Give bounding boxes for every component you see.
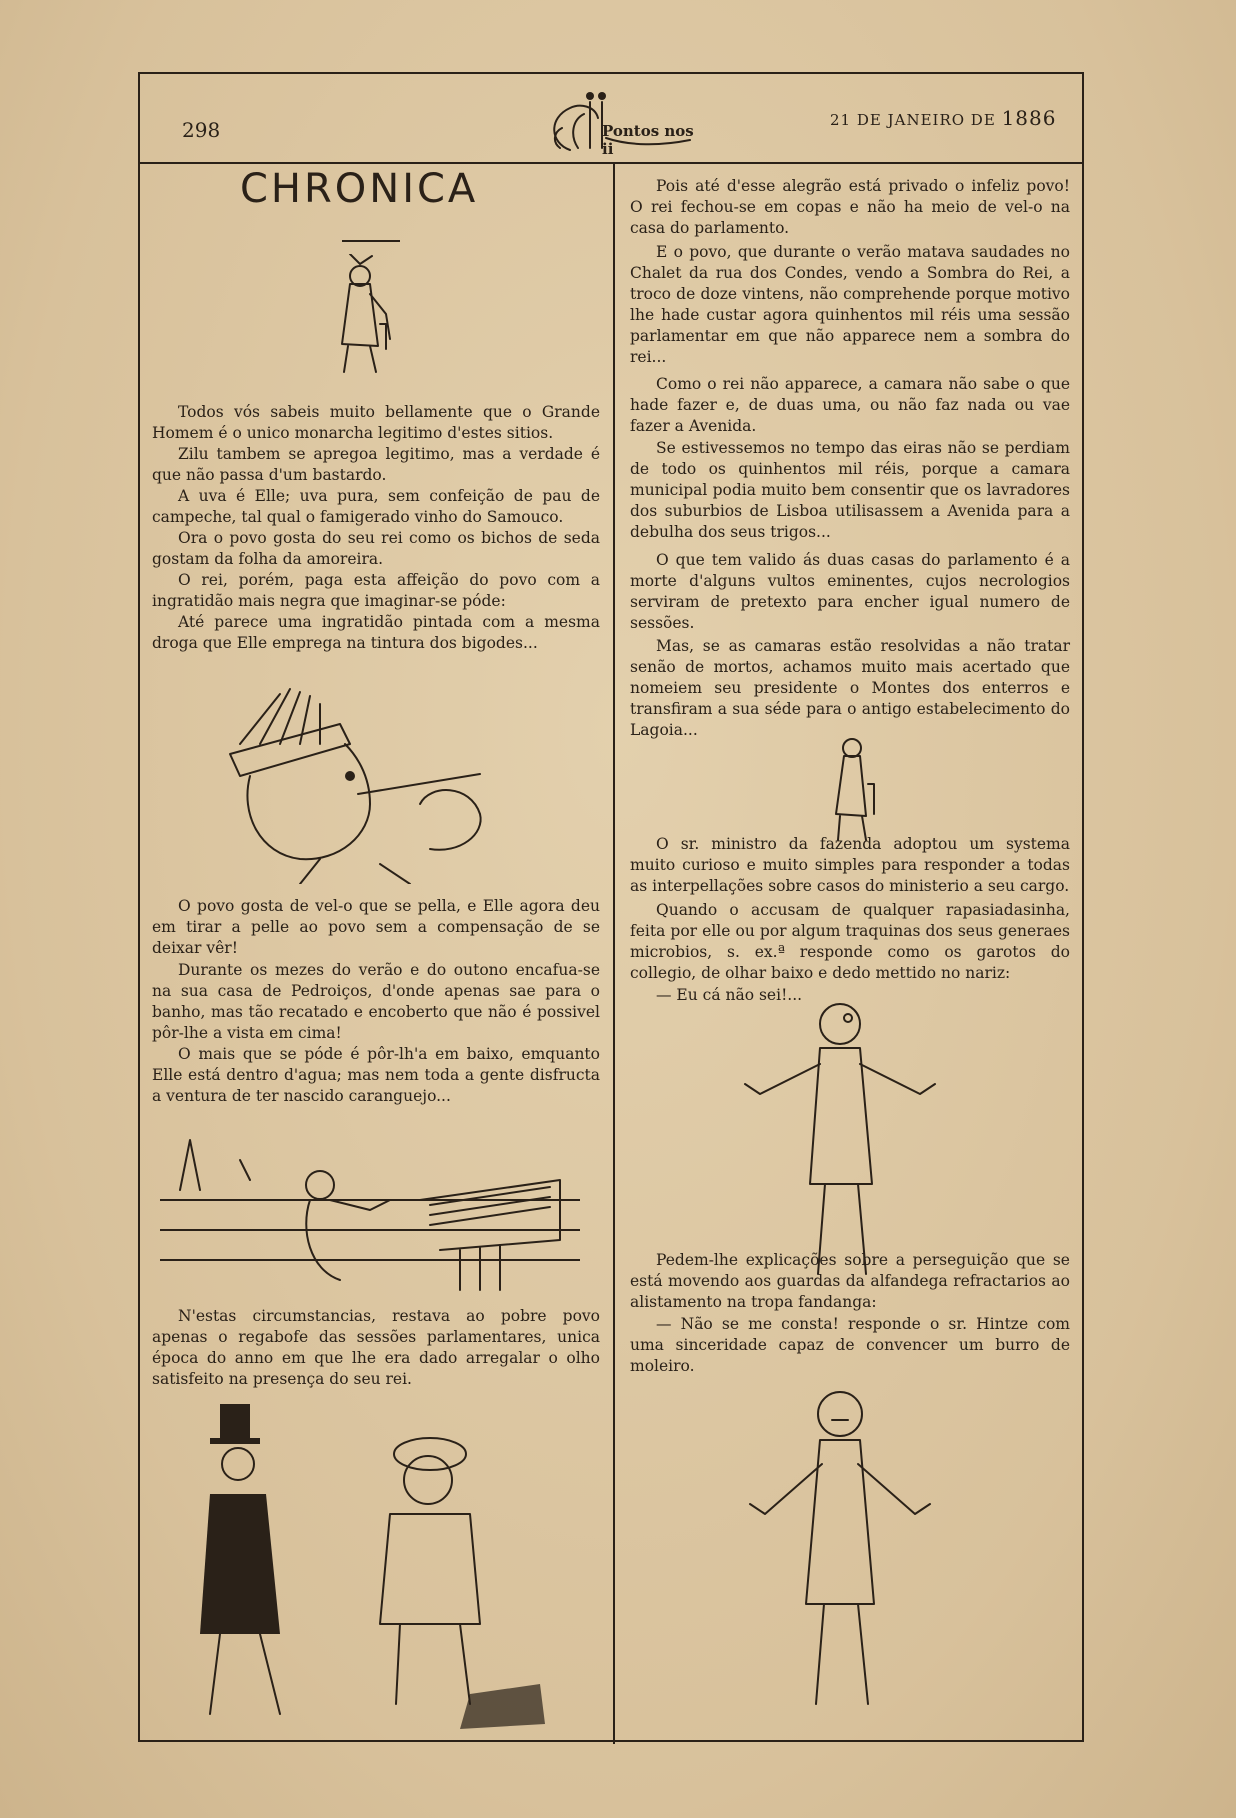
paragraph: Todos vós sabeis muito bellamente que o Grande Homem é o unico monarcha legitimo d'estes sitios. (152, 403, 600, 442)
paragraph: A uva é Elle; uva pura, sem confeição de pau de campeche, tal qual o famigerado vinho do Samouco. (152, 487, 600, 526)
paragraph: Pois até d'esse alegrão está privado o infeliz povo! O rei fechou-se em copas e não ha meio de vel-o na casa do parlamento. (630, 177, 1070, 237)
paragraph: O rei, porém, paga esta affeição do povo com a ingratidão mais negra que imaginar-se póde: (152, 571, 600, 610)
quote-line: — Eu cá não sei!... (656, 986, 803, 1004)
paragraph: O que tem valido ás duas casas do parlamento é a morte d'alguns vultos eminentes, cujos necrologios serviram de pretexto para encher igual numero de sessões. (630, 551, 1070, 632)
paragraph: Pedem-lhe explicações sobre a perseguição que se está movendo aos guardas da alfandega refractarios ao alistamento na tropa fandanga: (630, 1251, 1070, 1311)
paragraph: O povo gosta de vel-o que se pella, e Elle agora deu em tirar a pelle ao povo sem a compensação de se deixar vêr! (152, 897, 600, 957)
jester-figure-illustration (320, 254, 410, 384)
paragraph: Ora o povo gosta do seu rei como os bichos de seda gostam da folha da amoreira. (152, 529, 600, 568)
title-rule (342, 240, 400, 242)
paragraph: E o povo, que durante o verão matava saudades no Chalet da rua dos Condes, vendo a Sombra do Rei, a troco de doze vintens, não comprehende porque motivo lhe hade custar agora quinhentos mil réis uma sessão parlamentar em que não apparece nem a sombra do rei... (630, 243, 1070, 366)
small-jester-figure-illustration (820, 734, 890, 844)
paragraph: Quando o accusam de qualquer rapasiadasinha, feita por elle ou por algum traquinas dos seus generaes microbios, s. ex.ª responde como os garotos do collegio, de olhar baixo e dedo mettido no nariz: (630, 901, 1070, 982)
date-prefix: 21 DE JANEIRO DE (830, 111, 996, 129)
paragraph: Mas, se as camaras estão resolvidas a não tratar senão de mortos, achamos muito mais acertado que nomeiem seu presidente o Montes dos enterros e transfiram a sua séde para o antigo estabelecimento do Lagoia... (630, 637, 1070, 739)
article-title: CHRONICA (240, 166, 479, 212)
issue-date (830, 106, 1056, 130)
two-men-standing-illustration (170, 1394, 550, 1734)
paragraph: O sr. ministro da fazenda adoptou um systema muito curioso e muito simples para responder a todas as interpellações sobre casos do ministerio a seu cargo. (630, 835, 1070, 895)
king-dyeing-moustache-illustration (180, 684, 540, 884)
paragraph: Zilu tambem se apregoa legitimo, mas a verdade é que não passa d'um bastardo. (152, 445, 600, 484)
masthead-logo (540, 88, 710, 158)
page-number: 298 (182, 118, 221, 142)
hintze-shrugging-illustration (740, 1374, 940, 1714)
paragraph: — Não se me consta! responde o sr. Hintze com uma sinceridade capaz de convencer um burro de moleiro. (630, 1315, 1070, 1375)
paragraph: Até parece uma ingratidão pintada com a mesma droga que Elle emprega na tintura dos bigodes... (152, 613, 600, 652)
date-year: 1886 (1001, 106, 1057, 130)
paragraph: Durante os mezes do verão e do outono encafua-se na sua casa de Pedroiços, d'onde apenas sae para o banho, mas tão recatado e encoberto que não é possivel pôr-lhe a vista em cima! (152, 961, 600, 1042)
minister-shrugging-illustration (740, 984, 940, 1284)
king-bathing-illustration (160, 1130, 580, 1330)
paragraph: N'estas circumstancias, restava ao pobre povo apenas o regabofe das sessões parlamentares, unica época do anno em que lhe era dado arregalar o olho satisfeito na presença do seu rei. (152, 1307, 600, 1388)
page-header (140, 74, 1082, 164)
masthead-title: Pontos nos ii (602, 122, 694, 158)
paragraph: Se estivessemos no tempo das eiras não se perdiam de todo os quinhentos mil réis, porque a camara municipal podia muito bem consentir que os lavradores dos suburbios de Lisboa utilisassem a Avenida para a debulha dos seus trigos... (630, 439, 1070, 541)
paragraph: Como o rei não apparece, a camara não sabe o que hade fazer e, de duas uma, ou não faz nada ou vae fazer a Avenida. (630, 375, 1070, 435)
page-frame (138, 72, 1084, 1742)
column-divider (613, 162, 615, 1744)
paragraph: O mais que se póde é pôr-lh'a em baixo, emquanto Elle está dentro d'agua; mas nem toda a gente disfructa a ventura de ter nascido caranguejo... (152, 1045, 600, 1105)
